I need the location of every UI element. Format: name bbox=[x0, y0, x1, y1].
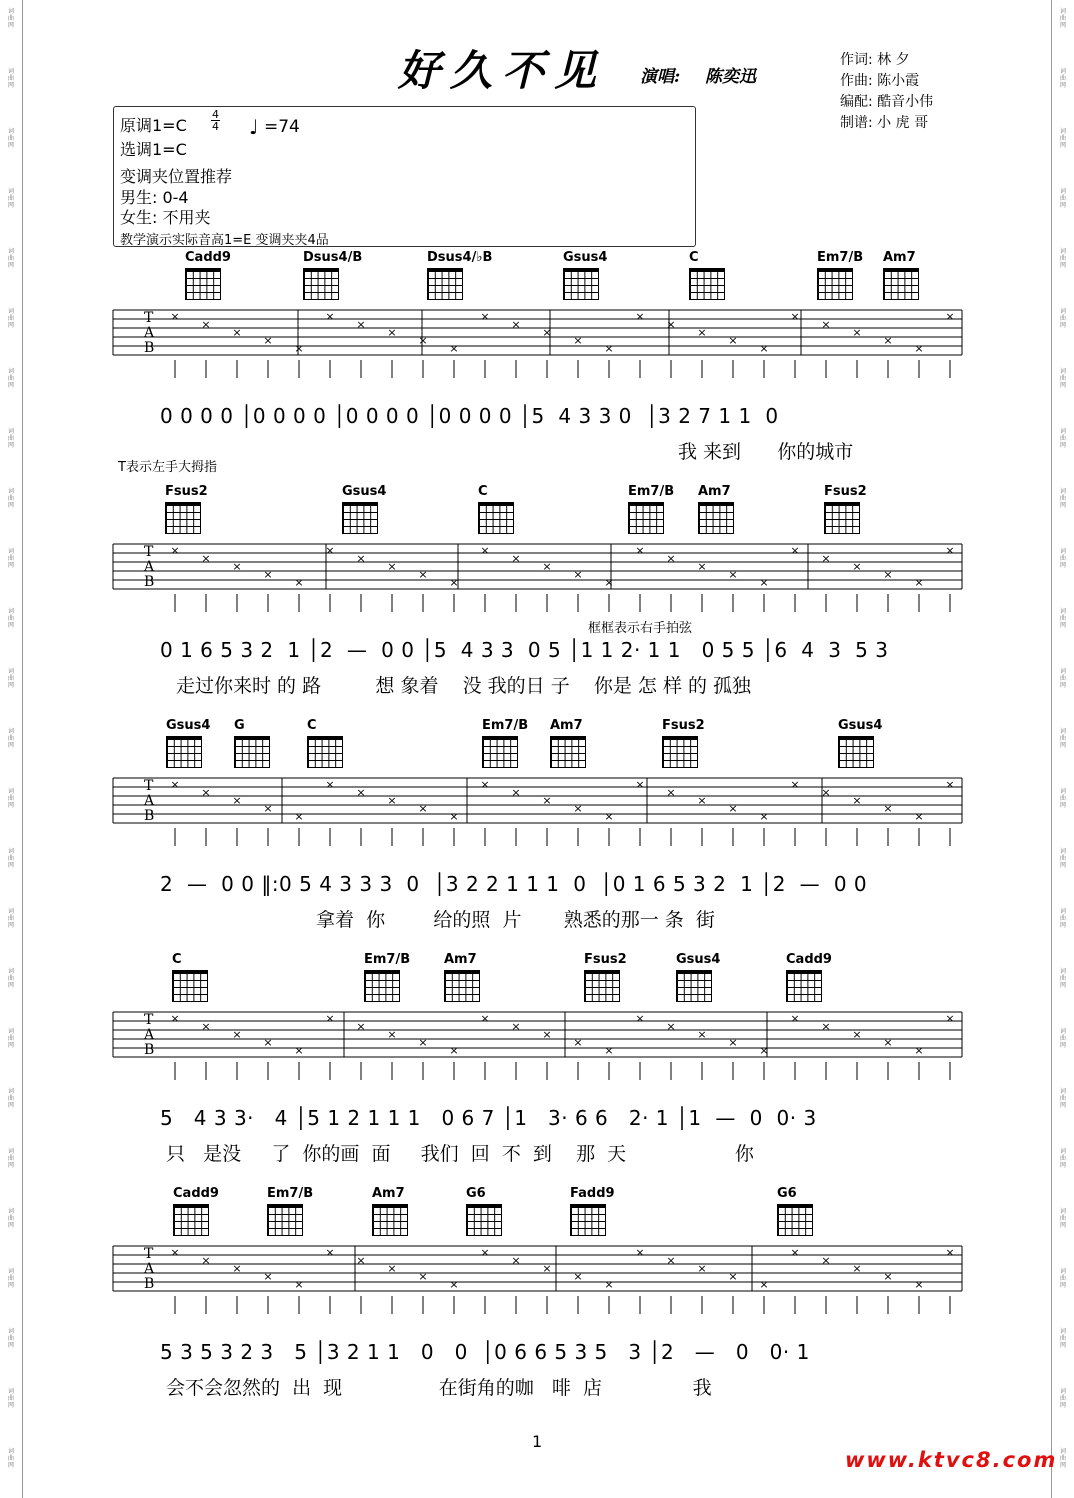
chord-diagram-icon bbox=[466, 1204, 502, 1236]
watermark-text: 词曲网 bbox=[7, 608, 14, 629]
numbered-notation: 5 4 3 3· 4 │5 1 2 1 1 1 0 6 7 │1 3· 6 6 2· 1 │1 — 0 0· 3 bbox=[160, 1106, 817, 1130]
strum-mark: × bbox=[232, 560, 242, 573]
chord-name: C bbox=[689, 250, 699, 265]
strum-mark: × bbox=[170, 544, 180, 557]
strum-mark: × bbox=[449, 1044, 459, 1057]
tab-clef-letter: B bbox=[144, 1276, 155, 1292]
watermark-text: 词曲网 bbox=[1059, 1268, 1066, 1289]
tab-clef-letter: T bbox=[144, 1012, 154, 1028]
chord-diagram-icon bbox=[550, 736, 586, 768]
lyrics-line: 只 是没 了 你的画 面 我们 回 不 到 那 天 你 bbox=[166, 1143, 754, 1165]
chord-diagram-icon bbox=[838, 736, 874, 768]
watermark-text: 词曲网 bbox=[1059, 68, 1066, 89]
chord-name: Fsus2 bbox=[165, 484, 208, 499]
tab-clef-letter: A bbox=[144, 325, 155, 341]
strum-mark: × bbox=[635, 778, 645, 791]
strum-mark: × bbox=[449, 576, 459, 589]
watermark-text: 词曲网 bbox=[1059, 368, 1066, 389]
watermark-text: 词曲网 bbox=[1059, 8, 1066, 29]
singer-name: 陈奕迅 bbox=[705, 67, 756, 87]
tab-clef-letter: T bbox=[144, 1246, 154, 1262]
strum-mark: × bbox=[666, 1020, 676, 1033]
chord-diagram-icon bbox=[584, 970, 620, 1002]
watermark-text: 词曲网 bbox=[7, 1208, 14, 1229]
strum-mark: × bbox=[573, 1270, 583, 1283]
chord-name: Gsus4 bbox=[166, 718, 211, 733]
strum-mark: × bbox=[356, 1254, 366, 1267]
strum-mark: × bbox=[294, 1044, 304, 1057]
strum-mark: × bbox=[914, 342, 924, 355]
strum-mark: × bbox=[542, 1028, 552, 1041]
strum-mark: × bbox=[790, 544, 800, 557]
strum-mark: × bbox=[232, 1262, 242, 1275]
singer-label: 演唱: bbox=[640, 67, 681, 87]
male-capo: 男生: 0-4 bbox=[120, 188, 189, 207]
watermark-text: 词曲网 bbox=[7, 1448, 14, 1469]
strum-mark: × bbox=[232, 794, 242, 807]
chord-diagram-icon bbox=[267, 1204, 303, 1236]
strum-mark: × bbox=[325, 778, 335, 791]
strum-mark: × bbox=[325, 1012, 335, 1025]
chord-diagram-icon bbox=[303, 268, 339, 300]
strum-mark: × bbox=[542, 560, 552, 573]
strum-mark: × bbox=[294, 810, 304, 823]
watermark-text: 词曲网 bbox=[1059, 1028, 1066, 1049]
chord-name: Cadd9 bbox=[173, 1186, 219, 1201]
chord-name: G6 bbox=[777, 1186, 797, 1201]
chord-diagram-icon bbox=[166, 736, 202, 768]
watermark-text: 词曲网 bbox=[1059, 1088, 1066, 1109]
watermark-text: 词曲网 bbox=[1059, 728, 1066, 749]
strum-mark: × bbox=[356, 786, 366, 799]
chord-name: Fsus2 bbox=[584, 952, 627, 967]
chord-name: Am7 bbox=[883, 250, 916, 265]
chord-name: Gsus4 bbox=[563, 250, 608, 265]
credit-transcriber: 制谱: 小 虎 哥 bbox=[840, 115, 929, 131]
strum-mark: × bbox=[697, 794, 707, 807]
strum-mark: × bbox=[511, 1254, 521, 1267]
strum-mark: × bbox=[573, 568, 583, 581]
tab-clef-letter: B bbox=[144, 574, 155, 590]
strum-mark: × bbox=[418, 1036, 428, 1049]
watermark-text: 词曲网 bbox=[7, 1088, 14, 1109]
strum-mark: × bbox=[387, 560, 397, 573]
strum-mark: × bbox=[666, 552, 676, 565]
strum-mark: × bbox=[480, 310, 490, 323]
time-signature: 4 4 bbox=[212, 108, 219, 133]
watermark-text: 词曲网 bbox=[1059, 128, 1066, 149]
strum-mark: × bbox=[790, 778, 800, 791]
strum-mark: × bbox=[325, 1246, 335, 1259]
strum-mark: × bbox=[480, 1246, 490, 1259]
tab-clef-letter: B bbox=[144, 340, 155, 356]
strum-mark: × bbox=[170, 310, 180, 323]
chord-name: Em7/B bbox=[628, 484, 675, 499]
watermark-text: 词曲网 bbox=[7, 968, 14, 989]
lyrics-line: 走过你来时 的 路 想 象着 没 我的日 子 你是 怎 样 的 孤独 bbox=[176, 675, 752, 697]
strum-mark: × bbox=[170, 1246, 180, 1259]
strum-mark: × bbox=[945, 544, 955, 557]
chord-diagram-icon bbox=[689, 268, 725, 300]
strum-mark: × bbox=[821, 1020, 831, 1033]
strum-mark: × bbox=[511, 318, 521, 331]
strum-mark: × bbox=[263, 802, 273, 815]
tab-clef-letter: B bbox=[144, 808, 155, 824]
chord-diagram-icon bbox=[307, 736, 343, 768]
strum-mark: × bbox=[201, 786, 211, 799]
chord-diagram-icon bbox=[817, 268, 853, 300]
chord-diagram-icon bbox=[165, 502, 201, 534]
credit-arranger: 编配: 酷音小伟 bbox=[840, 94, 934, 110]
key-info-box bbox=[113, 106, 696, 247]
chord-name: C bbox=[307, 718, 317, 733]
strum-mark: × bbox=[945, 1012, 955, 1025]
strum-mark: × bbox=[604, 1278, 614, 1291]
strum-mark: × bbox=[511, 786, 521, 799]
strum-mark: × bbox=[666, 1254, 676, 1267]
strum-mark: × bbox=[387, 1028, 397, 1041]
tab-clef-letter: T bbox=[144, 310, 154, 326]
lyrics-line: 会不会忽然的 出 现 在街角的咖 啡 店 我 bbox=[166, 1377, 712, 1399]
watermark-text: 词曲网 bbox=[7, 1028, 14, 1049]
lyrics-line: 我 来到 你的城市 bbox=[678, 441, 854, 463]
chord-diagram-icon bbox=[570, 1204, 606, 1236]
strum-mark: × bbox=[542, 1262, 552, 1275]
strum-mark: × bbox=[418, 1270, 428, 1283]
strum-mark: × bbox=[387, 794, 397, 807]
strum-mark: × bbox=[573, 334, 583, 347]
watermark-text: 词曲网 bbox=[1059, 428, 1066, 449]
strum-mark: × bbox=[821, 1254, 831, 1267]
chord-diagram-icon bbox=[444, 970, 480, 1002]
strum-mark: × bbox=[356, 1020, 366, 1033]
watermark-text: 词曲网 bbox=[1059, 188, 1066, 209]
strum-mark: × bbox=[387, 1262, 397, 1275]
strum-mark: × bbox=[945, 778, 955, 791]
strum-mark: × bbox=[604, 576, 614, 589]
strum-mark: × bbox=[635, 310, 645, 323]
watermark-text: 词曲网 bbox=[7, 668, 14, 689]
chord-diagram-icon bbox=[482, 736, 518, 768]
strum-mark: × bbox=[697, 1028, 707, 1041]
strum-mark: × bbox=[666, 786, 676, 799]
watermark-text: 词曲网 bbox=[7, 1148, 14, 1169]
chord-name: G6 bbox=[466, 1186, 486, 1201]
chord-diagram-icon bbox=[478, 502, 514, 534]
chord-diagram-icon bbox=[777, 1204, 813, 1236]
watermark-text: 词曲网 bbox=[1059, 1148, 1066, 1169]
song-title: 好久不见 bbox=[398, 46, 607, 95]
strum-mark: × bbox=[356, 552, 366, 565]
chord-diagram-icon bbox=[172, 970, 208, 1002]
strum-mark: × bbox=[883, 1270, 893, 1283]
strum-mark: × bbox=[759, 342, 769, 355]
strum-mark: × bbox=[201, 318, 211, 331]
chord-name: Gsus4 bbox=[342, 484, 387, 499]
strum-mark: × bbox=[852, 1262, 862, 1275]
strum-mark: × bbox=[759, 1044, 769, 1057]
chord-name: Am7 bbox=[698, 484, 731, 499]
strum-mark: × bbox=[945, 1246, 955, 1259]
chord-name: C bbox=[172, 952, 182, 967]
watermark-text: 词曲网 bbox=[7, 848, 14, 869]
chord-name: Am7 bbox=[372, 1186, 405, 1201]
strum-mark: × bbox=[480, 778, 490, 791]
strum-mark: × bbox=[201, 1020, 211, 1033]
selected-key: 选调1=C bbox=[120, 140, 187, 159]
credits-block bbox=[840, 50, 933, 134]
chord-name: Am7 bbox=[550, 718, 583, 733]
strum-mark: × bbox=[325, 544, 335, 557]
strum-mark: × bbox=[294, 342, 304, 355]
chord-name: Em7/B bbox=[482, 718, 529, 733]
chord-diagram-icon bbox=[364, 970, 400, 1002]
strum-mark: × bbox=[635, 1246, 645, 1259]
strum-mark: × bbox=[511, 552, 521, 565]
demo-note: 教学演示实际音高1=E 变调夹夹4品 bbox=[120, 233, 329, 248]
watermark-text: 词曲网 bbox=[1059, 968, 1066, 989]
tab-clef-letter: T bbox=[144, 544, 154, 560]
strum-mark: × bbox=[883, 568, 893, 581]
watermark-text: 词曲网 bbox=[7, 428, 14, 449]
watermark-text: 词曲网 bbox=[1059, 908, 1066, 929]
strum-mark: × bbox=[263, 1270, 273, 1283]
strum-mark: × bbox=[418, 568, 428, 581]
watermark-text: 词曲网 bbox=[7, 248, 14, 269]
strum-mark: × bbox=[449, 342, 459, 355]
strum-mark: × bbox=[263, 1036, 273, 1049]
watermark-text: 词曲网 bbox=[7, 308, 14, 329]
chord-name: G bbox=[234, 718, 245, 733]
tab-clef-letter: A bbox=[144, 559, 155, 575]
strum-mark: × bbox=[666, 318, 676, 331]
strum-mark: × bbox=[759, 810, 769, 823]
chord-diagram-icon bbox=[824, 502, 860, 534]
chord-diagram-icon bbox=[372, 1204, 408, 1236]
chord-diagram-icon bbox=[234, 736, 270, 768]
chord-name: Fadd9 bbox=[570, 1186, 615, 1201]
watermark-text: 词曲网 bbox=[1059, 1328, 1066, 1349]
watermark-text: 词曲网 bbox=[7, 368, 14, 389]
strum-mark: × bbox=[604, 342, 614, 355]
numbered-notation: 0 1 6 5 3 2 1 │2 — 0 0 │5 4 3 3 0 5 │1 1 2· 1 1 0 5 5 │6 4 3 5 3 bbox=[160, 638, 889, 662]
strum-mark: × bbox=[852, 794, 862, 807]
watermark-text: 词曲网 bbox=[1059, 548, 1066, 569]
watermark-text: 词曲网 bbox=[7, 1328, 14, 1349]
watermark-text: 词曲网 bbox=[1059, 308, 1066, 329]
chord-diagram-icon bbox=[185, 268, 221, 300]
strum-mark: × bbox=[914, 1044, 924, 1057]
chord-name: Am7 bbox=[444, 952, 477, 967]
strum-mark: × bbox=[573, 802, 583, 815]
quarter-note-icon: ♩ bbox=[249, 115, 259, 139]
capo-title: 变调夹位置推荐 bbox=[120, 167, 233, 186]
watermark-text: 词曲网 bbox=[7, 1268, 14, 1289]
strum-mark: × bbox=[728, 568, 738, 581]
strum-mark: × bbox=[325, 310, 335, 323]
chord-name: Fsus2 bbox=[824, 484, 867, 499]
strum-mark: × bbox=[697, 1262, 707, 1275]
strum-mark: × bbox=[387, 326, 397, 339]
chord-name: Em7/B bbox=[364, 952, 411, 967]
strum-mark: × bbox=[852, 560, 862, 573]
strum-mark: × bbox=[883, 1036, 893, 1049]
watermark-text: 词曲网 bbox=[7, 728, 14, 749]
chord-name: Dsus4/B bbox=[303, 250, 363, 265]
watermark-text: 词曲网 bbox=[1059, 668, 1066, 689]
chord-name: Em7/B bbox=[817, 250, 864, 265]
strum-mark: × bbox=[542, 326, 552, 339]
credit-composer: 作曲: 陈小霞 bbox=[840, 73, 920, 89]
watermark-text: 词曲网 bbox=[1059, 788, 1066, 809]
watermark-text: 词曲网 bbox=[1059, 488, 1066, 509]
chord-name: C bbox=[478, 484, 488, 499]
strum-mark: × bbox=[635, 544, 645, 557]
strum-mark: × bbox=[170, 778, 180, 791]
watermark-text: 词曲网 bbox=[1059, 848, 1066, 869]
watermark-text: 词曲网 bbox=[1059, 248, 1066, 269]
chord-name: Cadd9 bbox=[786, 952, 832, 967]
strum-mark: × bbox=[728, 802, 738, 815]
strum-mark: × bbox=[542, 794, 552, 807]
watermark-text: 词曲网 bbox=[7, 488, 14, 509]
strum-mark: × bbox=[294, 576, 304, 589]
chord-diagram-icon bbox=[427, 268, 463, 300]
strum-mark: × bbox=[821, 552, 831, 565]
strum-mark: × bbox=[697, 326, 707, 339]
chord-name: Cadd9 bbox=[185, 250, 231, 265]
page-number: 1 bbox=[532, 1432, 543, 1451]
watermark-text: 词曲网 bbox=[7, 1388, 14, 1409]
strum-mark: × bbox=[883, 802, 893, 815]
strum-mark: × bbox=[728, 1036, 738, 1049]
strum-mark: × bbox=[263, 568, 273, 581]
chord-diagram-icon bbox=[883, 268, 919, 300]
tab-clef-letter: A bbox=[144, 1027, 155, 1043]
chord-name: Gsus4 bbox=[676, 952, 721, 967]
credit-lyricist: 作词: 林 夕 bbox=[840, 52, 910, 68]
numbered-notation: 2 — 0 0 ‖:0 5 4 3 3 3 0 │3 2 2 1 1 1 0 │0 1 6 5 3 2 1 │2 — 0 0 bbox=[160, 872, 868, 896]
strum-mark: × bbox=[573, 1036, 583, 1049]
strum-mark: × bbox=[232, 326, 242, 339]
strum-mark: × bbox=[914, 1278, 924, 1291]
chord-diagram-icon bbox=[786, 970, 822, 1002]
strum-mark: × bbox=[852, 1028, 862, 1041]
strum-mark: × bbox=[418, 334, 428, 347]
strum-mark: × bbox=[728, 1270, 738, 1283]
tab-clef-letter: A bbox=[144, 1261, 155, 1277]
strum-mark: × bbox=[790, 1012, 800, 1025]
chord-name: Gsus4 bbox=[838, 718, 883, 733]
annotation-note: 框框表示右手拍弦 bbox=[588, 621, 693, 636]
strum-mark: × bbox=[759, 576, 769, 589]
chord-diagram-icon bbox=[342, 502, 378, 534]
chord-diagram-icon bbox=[628, 502, 664, 534]
strum-mark: × bbox=[914, 576, 924, 589]
watermark-text: 词曲网 bbox=[1059, 1388, 1066, 1409]
strum-mark: × bbox=[356, 318, 366, 331]
tab-clef-letter: A bbox=[144, 793, 155, 809]
tab-clef-letter: T bbox=[144, 778, 154, 794]
strum-mark: × bbox=[201, 1254, 211, 1267]
watermark-text: 词曲网 bbox=[7, 8, 14, 29]
strum-mark: × bbox=[697, 560, 707, 573]
strum-mark: × bbox=[821, 786, 831, 799]
chord-name: Em7/B bbox=[267, 1186, 314, 1201]
strum-mark: × bbox=[914, 810, 924, 823]
chord-diagram-icon bbox=[662, 736, 698, 768]
strum-mark: × bbox=[821, 318, 831, 331]
strum-mark: × bbox=[480, 544, 490, 557]
watermark-text: 词曲网 bbox=[7, 788, 14, 809]
female-capo: 女生: 不用夹 bbox=[120, 208, 211, 227]
strum-mark: × bbox=[759, 1278, 769, 1291]
numbered-notation: 0 0 0 0 │0 0 0 0 │0 0 0 0 │0 0 0 0 │5 4 3 3 0 │3 2 7 1 1 0 bbox=[160, 404, 779, 428]
watermark-text: 词曲网 bbox=[1059, 1208, 1066, 1229]
strum-mark: × bbox=[852, 326, 862, 339]
watermark-text: 词曲网 bbox=[7, 548, 14, 569]
strum-mark: × bbox=[511, 1020, 521, 1033]
chord-name: Dsus4/♭B bbox=[427, 250, 493, 265]
strum-mark: × bbox=[728, 334, 738, 347]
website-logo: www.ktvc8.com bbox=[845, 1448, 1058, 1472]
original-key: 原调1=C bbox=[120, 116, 187, 135]
strum-mark: × bbox=[449, 810, 459, 823]
chord-name: Fsus2 bbox=[662, 718, 705, 733]
strum-mark: × bbox=[635, 1012, 645, 1025]
chord-diagram-icon bbox=[698, 502, 734, 534]
watermark-text: 词曲网 bbox=[7, 908, 14, 929]
numbered-notation: 5 3 5 3 2 3 5 │3 2 1 1 0 0 │0 6 6 5 3 5 3 │2 — 0 0· 1 bbox=[160, 1340, 810, 1364]
strum-mark: × bbox=[294, 1278, 304, 1291]
strum-mark: × bbox=[449, 1278, 459, 1291]
strum-mark: × bbox=[418, 802, 428, 815]
lyrics-line: 拿着 你 给的照 片 熟悉的那一 条 街 bbox=[316, 909, 715, 931]
strum-mark: × bbox=[790, 1246, 800, 1259]
watermark-text: 词曲网 bbox=[7, 188, 14, 209]
strum-mark: × bbox=[945, 310, 955, 323]
watermark-text: 词曲网 bbox=[7, 128, 14, 149]
strum-mark: × bbox=[480, 1012, 490, 1025]
chord-diagram-icon bbox=[173, 1204, 209, 1236]
tempo: =74 bbox=[264, 117, 300, 137]
strum-mark: × bbox=[883, 334, 893, 347]
chord-diagram-icon bbox=[563, 268, 599, 300]
chord-diagram-icon bbox=[676, 970, 712, 1002]
strum-mark: × bbox=[604, 810, 614, 823]
strum-mark: × bbox=[232, 1028, 242, 1041]
watermark-text: 词曲网 bbox=[7, 68, 14, 89]
strum-mark: × bbox=[604, 1044, 614, 1057]
watermark-text: 词曲网 bbox=[1059, 1448, 1066, 1469]
watermark-text: 词曲网 bbox=[1059, 608, 1066, 629]
strum-mark: × bbox=[170, 1012, 180, 1025]
strum-mark: × bbox=[263, 334, 273, 347]
strum-mark: × bbox=[201, 552, 211, 565]
strum-mark: × bbox=[790, 310, 800, 323]
tab-clef-letter: B bbox=[144, 1042, 155, 1058]
annotation-note: T表示左手大拇指 bbox=[118, 460, 217, 475]
